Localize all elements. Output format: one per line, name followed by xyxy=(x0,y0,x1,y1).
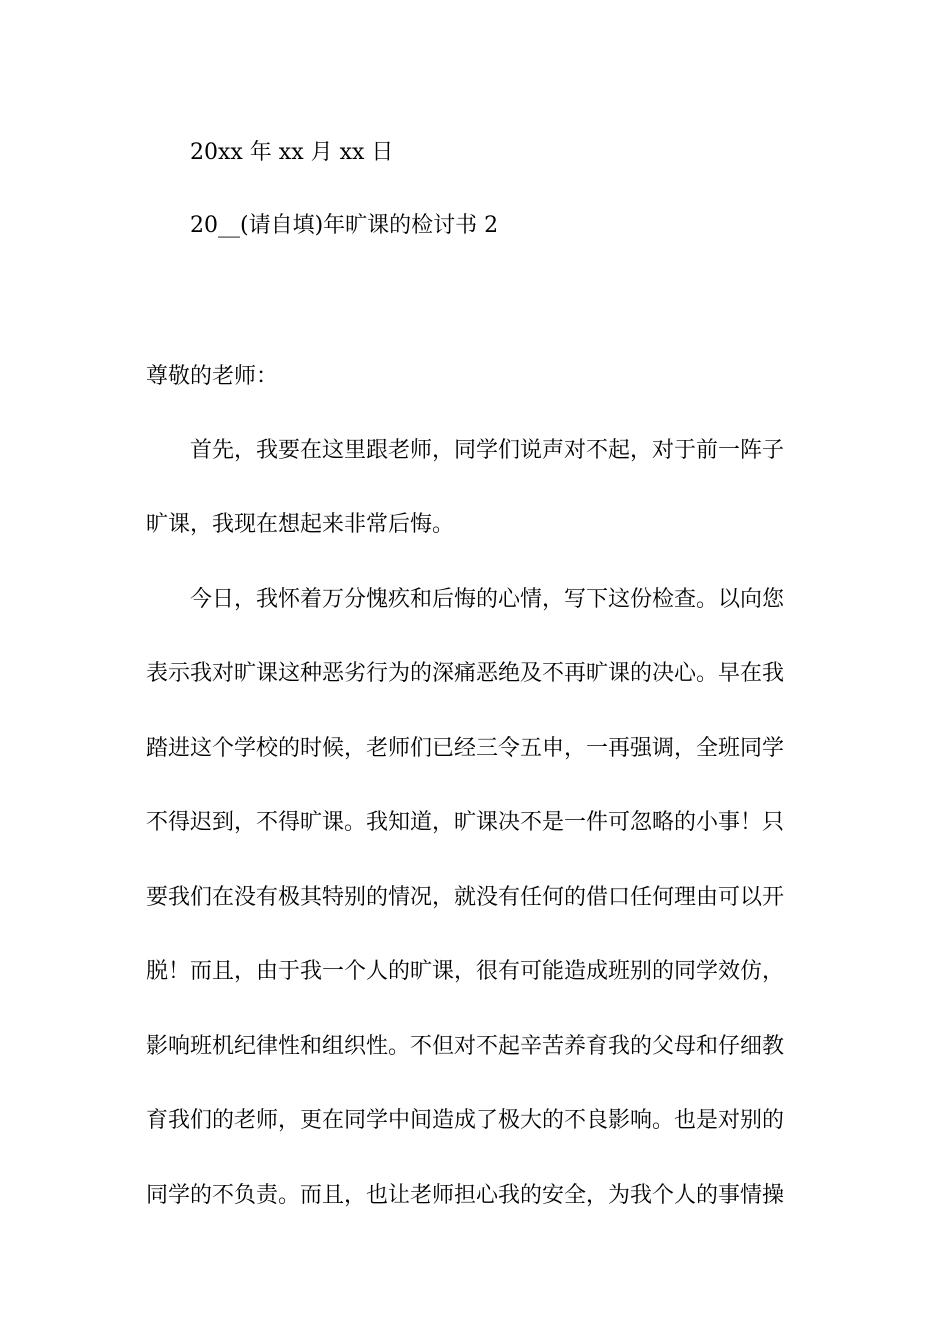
body-line: 首先，我要在这里跟老师，同学们说声对不起，对于前一阵子 xyxy=(190,438,785,463)
document-title: 20__(请自填)年旷课的检讨书 2 xyxy=(190,213,499,238)
body-line: 育我们的老师，更在同学中间造成了极大的不良影响。也是对别的 xyxy=(146,1108,785,1133)
body-line: 踏进这个学校的时候，老师们已经三令五申，一再强调，全班同学 xyxy=(146,736,785,761)
body-line: 同学的不负责。而且，也让老师担心我的安全，为我个人的事情操 xyxy=(146,1183,785,1208)
body-line: 今日，我怀着万分愧疚和后悔的心情，写下这份检查。以向您 xyxy=(190,587,785,612)
body-line: 要我们在没有极其特别的情况，就没有任何的借口任何理由可以开 xyxy=(146,885,785,910)
date-line: 20xx 年 xx 月 xx 日 xyxy=(190,140,394,165)
body-line: 不得迟到，不得旷课。我知道，旷课决不是一件可忽略的小事！只 xyxy=(146,810,785,835)
body-line: 影响班机纪律性和组织性。不但对不起辛苦养育我的父母和仔细教 xyxy=(146,1034,785,1059)
body-line: 脱！而且，由于我一个人的旷课，很有可能造成班别的同学效仿， xyxy=(146,959,785,984)
body-line: 旷课，我现在想起来非常后悔。 xyxy=(146,512,455,537)
salutation: 尊敬的老师： xyxy=(146,364,279,389)
body-line: 表示我对旷课这种恶劣行为的深痛恶绝及不再旷课的决心。早在我 xyxy=(146,661,785,686)
